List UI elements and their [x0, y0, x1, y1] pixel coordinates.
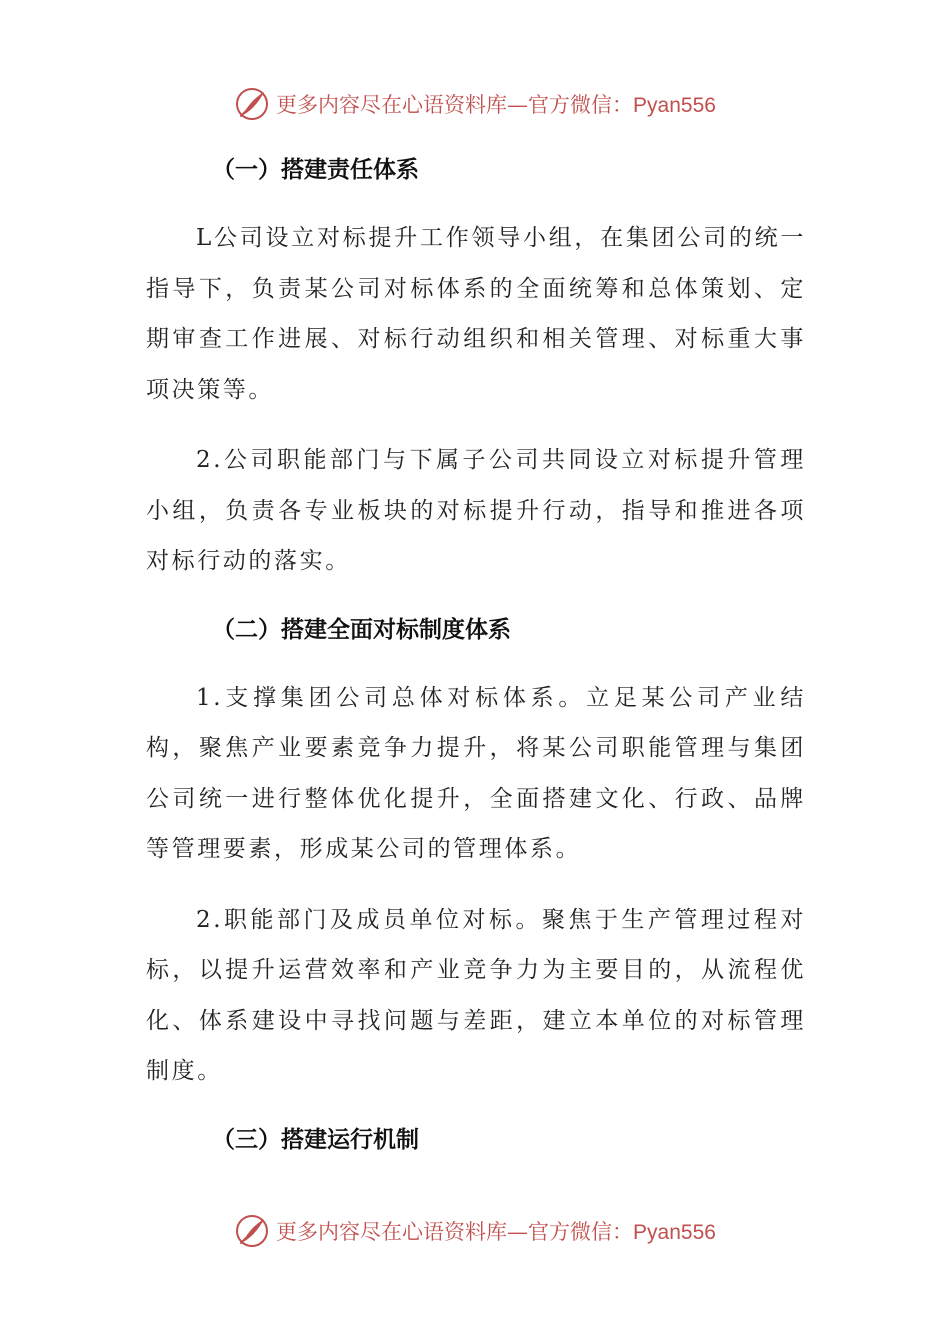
banner-dash: — — [507, 1220, 529, 1244]
banner-wechat-id: Pyan556 — [633, 94, 716, 117]
quill-pen-logo-icon — [234, 86, 270, 122]
banner-wechat-label: 官方微信： — [528, 93, 634, 117]
header-banner — [0, 82, 950, 126]
quill-pen-logo-icon — [234, 1213, 270, 1249]
paragraph: 2.公司职能部门与下属子公司共同设立对标提升管理小组，负责各专业板块的对标提升行动，指导和推进各项对标行动的落实。 — [146, 447, 806, 574]
document-body — [146, 140, 806, 1170]
banner-slogan: 更多内容尽在心语资料库 — [276, 93, 508, 117]
section-heading: （一）搭建责任体系 — [212, 157, 419, 183]
banner-wechat-id: Pyan556 — [633, 1221, 716, 1244]
banner-dash: — — [507, 93, 529, 117]
banner-text — [276, 1216, 716, 1246]
paragraph: 1.支撑集团公司总体对标体系。立足某公司产业结构，聚焦产业要素竞争力提升，将某公司职能管理与集团公司统一进行整体优化提升，全面搭建文化、行政、品牌等管理要素，形成某公司的管理体系。 — [146, 684, 806, 862]
paragraph: L公司设立对标提升工作领导小组，在集团公司的统一指导下，负责某公司对标体系的全面统筹和总体策划、定期审查工作进展、对标行动组织和相关管理、对标重大事项决策等。 — [146, 225, 806, 403]
banner-text — [276, 89, 716, 119]
footer-banner — [0, 1209, 950, 1253]
banner-wechat-label: 官方微信： — [528, 1220, 634, 1244]
section-heading: （三）搭建运行机制 — [212, 1126, 419, 1153]
section-heading: （二）搭建全面对标制度体系 — [212, 616, 511, 643]
paragraph: 2.职能部门及成员单位对标。聚焦于生产管理过程对标，以提升运营效率和产业竞争力为主要目的，从流程优化、体系建设中寻找问题与差距，建立本单位的对标管理制度。 — [146, 906, 806, 1084]
banner-slogan: 更多内容尽在心语资料库 — [276, 1220, 508, 1244]
footer-banner-inner — [234, 1213, 716, 1249]
header-banner-inner — [234, 86, 716, 122]
